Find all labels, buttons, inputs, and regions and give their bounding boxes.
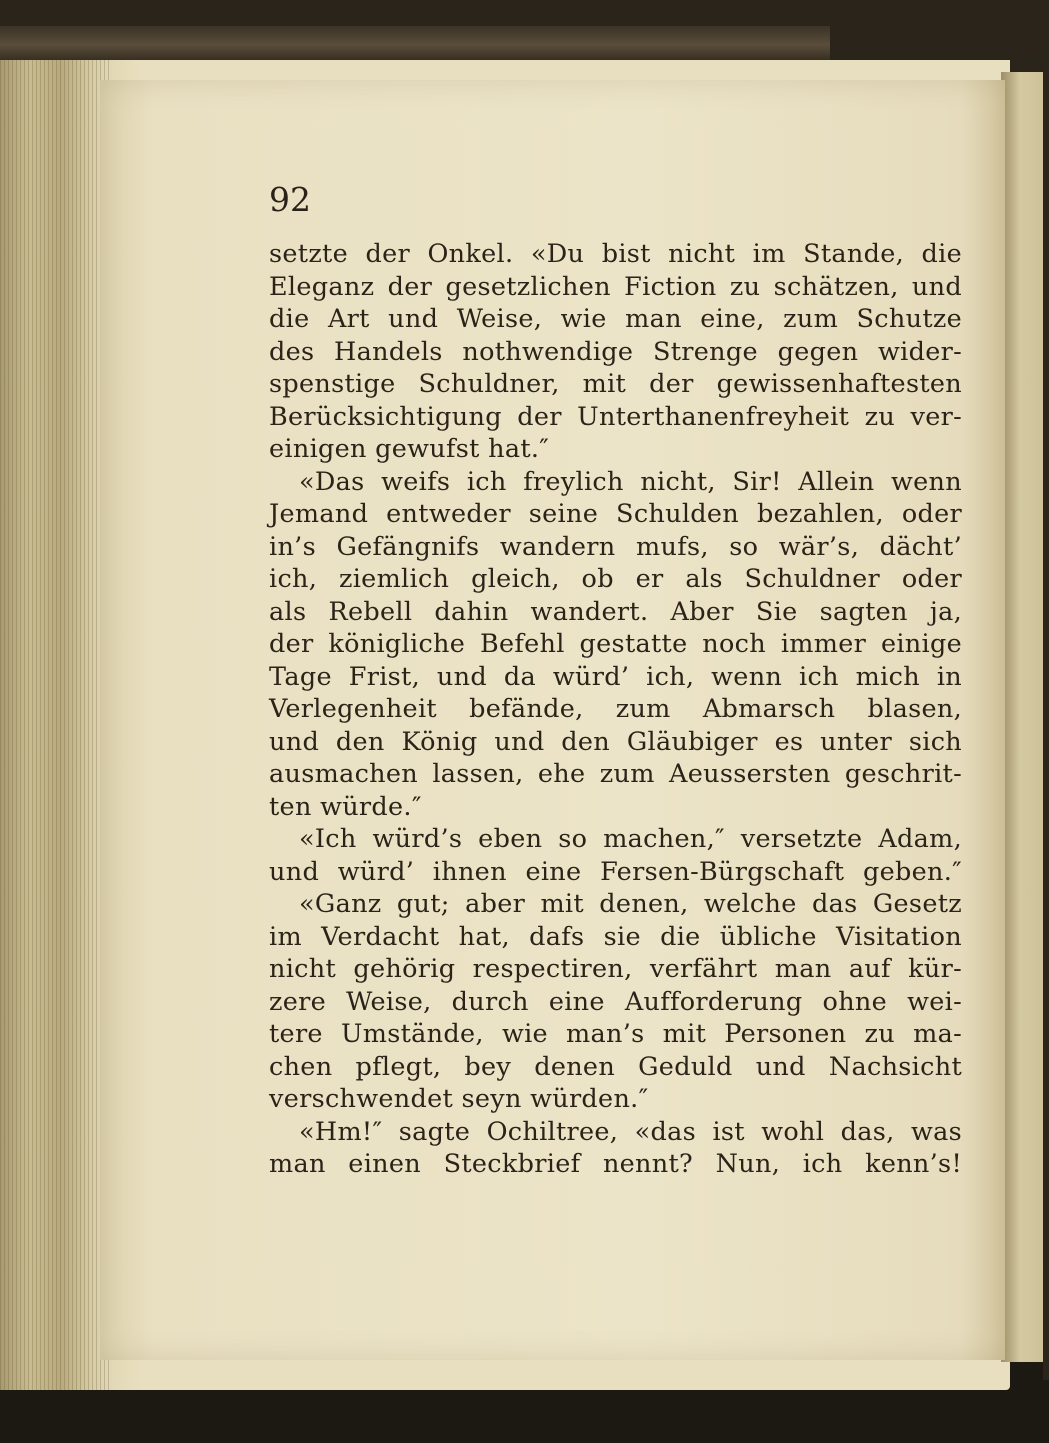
text-line: Eleganz der gesetzlichen Fiction zu schätzen, und xyxy=(269,271,962,302)
book-cover-edge xyxy=(0,26,830,64)
text-line: in’s Gefängnifs wandern mufs, so wär’s, dächt’ xyxy=(269,531,962,562)
text-line: ich, ziemlich gleich, ob er als Schuldner oder xyxy=(269,564,962,594)
text-line: als Rebell dahin wandert. Aber Sie sagten ja, xyxy=(269,596,962,627)
text-line: des Handels nothwendige Strenge gegen wider- xyxy=(269,336,962,367)
text-line: Tage Frist, und da würd’ ich, wenn ich mich in xyxy=(269,661,962,692)
text-line: und würd’ ihnen eine Fersen-Bürgschaft geben.″ xyxy=(269,856,962,887)
text-line: ten würde.″ xyxy=(269,791,422,822)
page-number: 92 xyxy=(269,180,311,219)
text-line: nicht gehörig respectiren, verfährt man auf kür- xyxy=(269,954,962,984)
text-line: tere Umstände, wie man’s mit Personen zu ma- xyxy=(269,1019,962,1049)
text-line: Berücksichtigung der Unterthanenfreyheit zu ver- xyxy=(269,401,962,432)
text-line: Verlegenheit befände, zum Abmarsch blasen, xyxy=(269,694,962,724)
text-line: setzte der Onkel. «Du bist nicht im Stande, die xyxy=(269,239,962,269)
facing-page-edge xyxy=(1001,72,1049,1362)
text-line: chen pflegt, bey denen Geduld und Nachsicht xyxy=(269,1051,962,1082)
page-text xyxy=(269,238,962,1181)
text-line: Jemand entweder seine Schulden bezahlen, oder xyxy=(269,499,962,529)
text-line: ausmachen lassen, ehe zum Aeussersten geschrit- xyxy=(269,759,962,789)
text-line: einigen gewufst hat.″ xyxy=(269,434,550,464)
text-line: spenstige Schuldner, mit der gewissenhaftesten xyxy=(269,369,962,399)
text-line: zere Weise, durch eine Aufforderung ohne wei- xyxy=(269,986,962,1017)
text-line: und den König und den Gläubiger es unter sich xyxy=(269,726,962,757)
text-line: «Ich würd’s eben so machen,″ versetzte Adam, xyxy=(299,824,962,854)
text-line: «Hm!″ sagte Ochiltree, «das ist wohl das, was xyxy=(299,1116,962,1147)
text-line: «Ganz gut; aber mit denen, welche das Gesetz xyxy=(299,889,962,919)
page-edges xyxy=(0,60,110,1390)
text-line: der königliche Befehl gestatte noch immer einige xyxy=(269,629,962,659)
text-line: «Das weifs ich freylich nicht, Sir! Allein wenn xyxy=(299,466,962,497)
book-spine-edge xyxy=(1043,60,1049,1380)
text-line: im Verdacht hat, dafs sie die übliche Visitation xyxy=(269,921,962,952)
text-line: die Art und Weise, wie man eine, zum Schutze xyxy=(269,304,962,334)
text-line: man einen Steckbrief nennt? Nun, ich kenn’s! xyxy=(269,1149,962,1179)
text-line: verschwendet seyn würden.″ xyxy=(269,1084,649,1114)
